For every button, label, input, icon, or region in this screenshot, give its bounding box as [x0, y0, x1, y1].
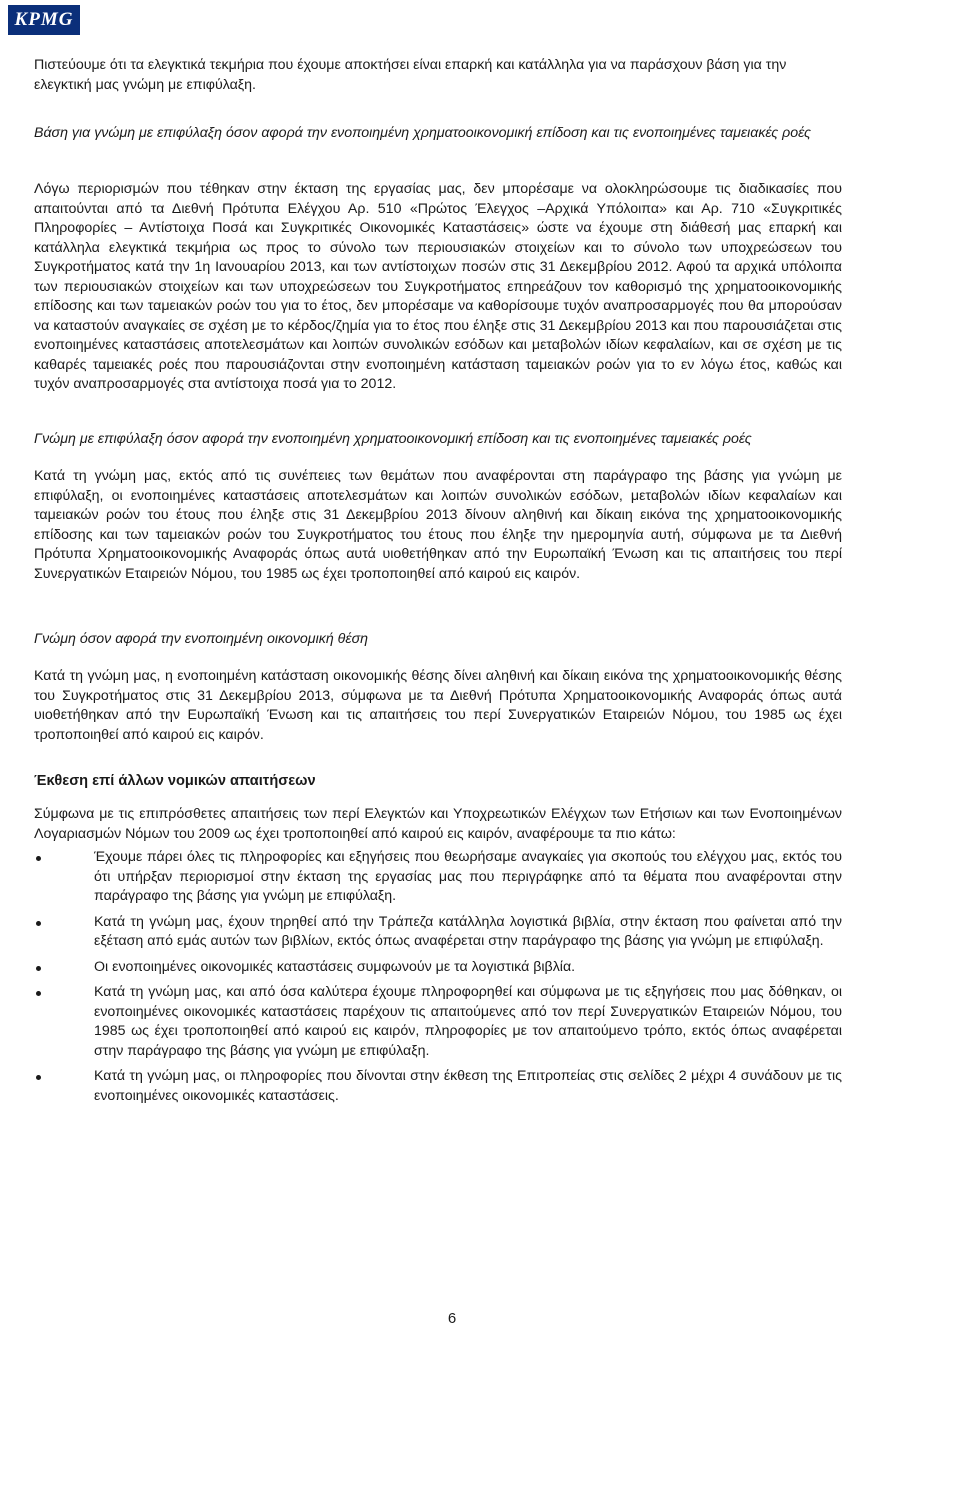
basis-paragraph-block	[34, 180, 842, 395]
paragraph-financial-position: Κατά τη γνώμη μας, η ενοποιημένη κατάσταση οικονομικής θέσης δίνει αληθινή και δίκαιη εικόνα της χρηματοοικονομικής θέσης του Συγκροτήματος στις 31 Δεκεμβρίου 2013, σύμφωνα με τα Διεθνή Πρότυπα Χρηματοοικονομικής Αναφοράς όπως αυτά υιοθετήθηκαν από την Ευρωπαϊκή Ένωση και τις απαιτήσεις του περί Συνεργατικών Εταιρειών Νόμου, του 1985 ως έχει τροποποιηθεί από καιρού εις καιρόν.	[34, 668, 842, 743]
bullet-icon	[36, 1075, 41, 1080]
paragraph-basis: Λόγω περιορισμών που τέθηκαν στην έκταση της εργασίας μας, δεν μπορέσαμε να ολοκληρώσουμε τις διαδικασίες που απαιτούνται από τα Διεθνή Πρότυπα Ελέγχου Αρ. 510 «Πρώτος Έλεγχος –Αρχικά Υπόλοιπα» και Αρ. 710 «Συγκριτικές Πληροφορίες – Αντίστοιχα Ποσά και Συγκριτικές Οικονομικές Καταστάσεις» ώστε να έχουμε στη διάθεσή μας επαρκή και κατάλληλα ελεγκτικά τεκμήρια ως προς το σύνολο των περιουσιακών στοιχείων και το σύνολο των υποχρεώσεων του Συγκροτήματος κατά την 1η Ιανουαρίου 2013, και των αντίστοιχων ποσών στις 31 Δεκεμβρίου 2012. Αφού τα αρχικά υπόλοιπα των περιουσιακών στοιχείων και των υποχρεώσεων του Συγκροτήματος επηρεάζουν τον καθορισμό της χρηματοοικονομικής επίδοσης και των ταμειακών ροών του για το έτος, δεν μπορέσαμε να καθορίσουμε τυχόν αναπροσαρμογές που θα μπορούσαν να καταστούν αναγκαίες σε σχέση με το κέρδος/ζημία για το έτος που έληξε στις 31 Δεκεμβρίου 2013 και που παρουσιάζεται στις ενοποιημένες καταστάσεις αποτελεσμάτων και λοιπών συνολικών εσόδων και μεταβολών ιδίων κεφαλαίων, και σε σχέση με τις καθαρές ταμειακές ροές που παρουσιάζονται στην ενοποιημένη κατάσταση ταμειακών ροών για το εν λόγω έτος, καθώς και τυχόν αναπροσαρμογές στα αντίστοιχα ποσά για το 2012.	[34, 181, 842, 392]
bullet-icon	[36, 921, 41, 926]
list-item-text: Έχουμε πάρει όλες τις πληροφορίες και εξηγήσεις που θεωρήσαμε αναγκαίες για σκοπούς του ελέγχου μας, εκτός του ότι υπήρξαν περιορισμοί στην έκταση της εργασίας μας που περιγράφηκε από τα θέματα που αναφέρονται στην παράγραφο της βάσης για γνώμη με επιφύλαξη.	[94, 849, 842, 904]
bullet-icon	[36, 991, 41, 996]
list-item-text: Οι ενοποιημένες οικονομικές καταστάσεις συμφωνούν με τα λογιστικά βιβλία.	[94, 958, 576, 975]
qualified-opinion-heading-block	[34, 430, 842, 449]
financial-position-paragraph-block	[34, 667, 842, 745]
qualified-opinion-paragraph-block	[34, 467, 842, 584]
list-item	[34, 848, 842, 907]
heading-financial-position: Γνώμη όσον αφορά την ενοποιημένη οικονομική θέση	[34, 631, 369, 647]
list-item	[34, 983, 842, 1061]
logo-text: KPMG	[14, 9, 74, 30]
list-item-text: Κατά τη γνώμη μας, έχουν τηρηθεί από την Τράπεζα κατάλληλα λογιστικά βιβλία, στην έκταση που φαίνεται από την εξέταση από εμάς αυτών των βιβλίων, εκτός όπως αναφέρεται στην παράγραφο της βάσης για γνώμη με επιφύλαξη.	[94, 913, 842, 949]
opening-paragraph	[34, 56, 842, 95]
kpmg-logo	[8, 5, 80, 35]
heading-other-legal-requirements: Έκθεση επί άλλων νομικών απαιτήσεων	[34, 773, 316, 789]
bullet-icon	[36, 856, 41, 861]
other-legal-heading-block	[34, 772, 842, 791]
list-item-text: Κατά τη γνώμη μας, και από όσα καλύτερα έχουμε πληροφορηθεί και σύμφωνα με τις εξηγήσεις που μας δόθηκαν, οι ενοποιημένες οικονομικές καταστάσεις παρέχουν τις απαιτούμενες από τον περί Συνεργατικών Εταιρειών Νόμου, του 1985 ως έχει τροποποιηθεί από καιρού εις καιρόν, πληροφορίες με τον απαιτούμενο τρόπο, εκτός όπως αναφέρεται στην παράγραφο της βάσης για γνώμη με επιφύλαξη.	[94, 984, 842, 1059]
list-item	[34, 958, 842, 978]
bullet-list-block	[34, 848, 842, 1112]
page-number: 6	[447, 1310, 457, 1327]
list-item	[34, 1067, 842, 1106]
list-item	[34, 913, 842, 952]
paragraph-other-legal: Σύμφωνα με τις επιπρόσθετες απαιτήσεις των περί Ελεγκτών και Υποχρεωτικών Ελέγχων των Ετήσιων και των Ενοποιημένων Λογαριασμών Νόμων του 2009 ως έχει τροποποιηθεί από καιρού εις καιρόν, αναφέρουμε τα πιο κάτω:	[34, 806, 842, 842]
list-item-text: Κατά τη γνώμη μας, οι πληροφορίες που δίνονται στην έκθεση της Επιτροπείας στις σελίδες 2 μέχρι 4 συνάδουν με τις ενοποιημένες οικονομικές καταστάσεις.	[94, 1068, 842, 1104]
heading-qualified-opinion: Γνώμη με επιφύλαξη όσον αφορά την ενοποιημένη χρηματοοικονομική επίδοση και τις ενοποιημένες ταμειακές ροές	[34, 431, 752, 447]
bullet-icon	[36, 966, 41, 971]
financial-position-heading-block	[34, 630, 842, 649]
paragraph-evidence: Πιστεύουμε ότι τα ελεγκτικά τεκμήρια που έχουμε αποκτήσει είναι επαρκή και κατάλληλα για να παράσχουν βάση για την ελεγκτική μας γνώμη με επιφύλαξη.	[34, 57, 787, 93]
paragraph-qualified-opinion: Κατά τη γνώμη μας, εκτός από τις συνέπειες των θεμάτων που αναφέρονται στη παράγραφο της βάσης για γνώμη με επιφύλαξη, οι ενοποιημένες καταστάσεις αποτελεσμάτων και λοιπών συνολικών εσόδων, μεταβολών ιδίων κεφαλαίων και ταμειακών ροών του έτους που έληξε στις 31 Δεκεμβρίου 2013 δίνουν αληθινή και δίκαιη εικόνα της χρηματοοικονομικής επίδοσης και των ταμειακών ροών του Συγκροτήματος του έτους που έληξε την ημερομηνία αυτή, σύμφωνα με τα Διεθνή Πρότυπα Χρηματοοικονομικής Αναφοράς όπως αυτά υιοθετήθηκαν από την Ευρωπαϊκή Ένωση και τις απαιτήσεις του περί Συνεργατικών Εταιρειών Νόμου, του 1985 ως έχει τροποποιηθεί από καιρού εις καιρόν.	[34, 468, 842, 582]
other-legal-paragraph-block	[34, 805, 842, 844]
heading-basis-qualified-opinion: Βάση για γνώμη με επιφύλαξη όσον αφορά την ενοποιημένη χρηματοοικονομική επίδοση και τις ενοποιημένες ταμειακές ροές	[34, 125, 811, 141]
legal-requirements-list	[34, 848, 842, 1106]
basis-heading-block	[34, 124, 842, 143]
